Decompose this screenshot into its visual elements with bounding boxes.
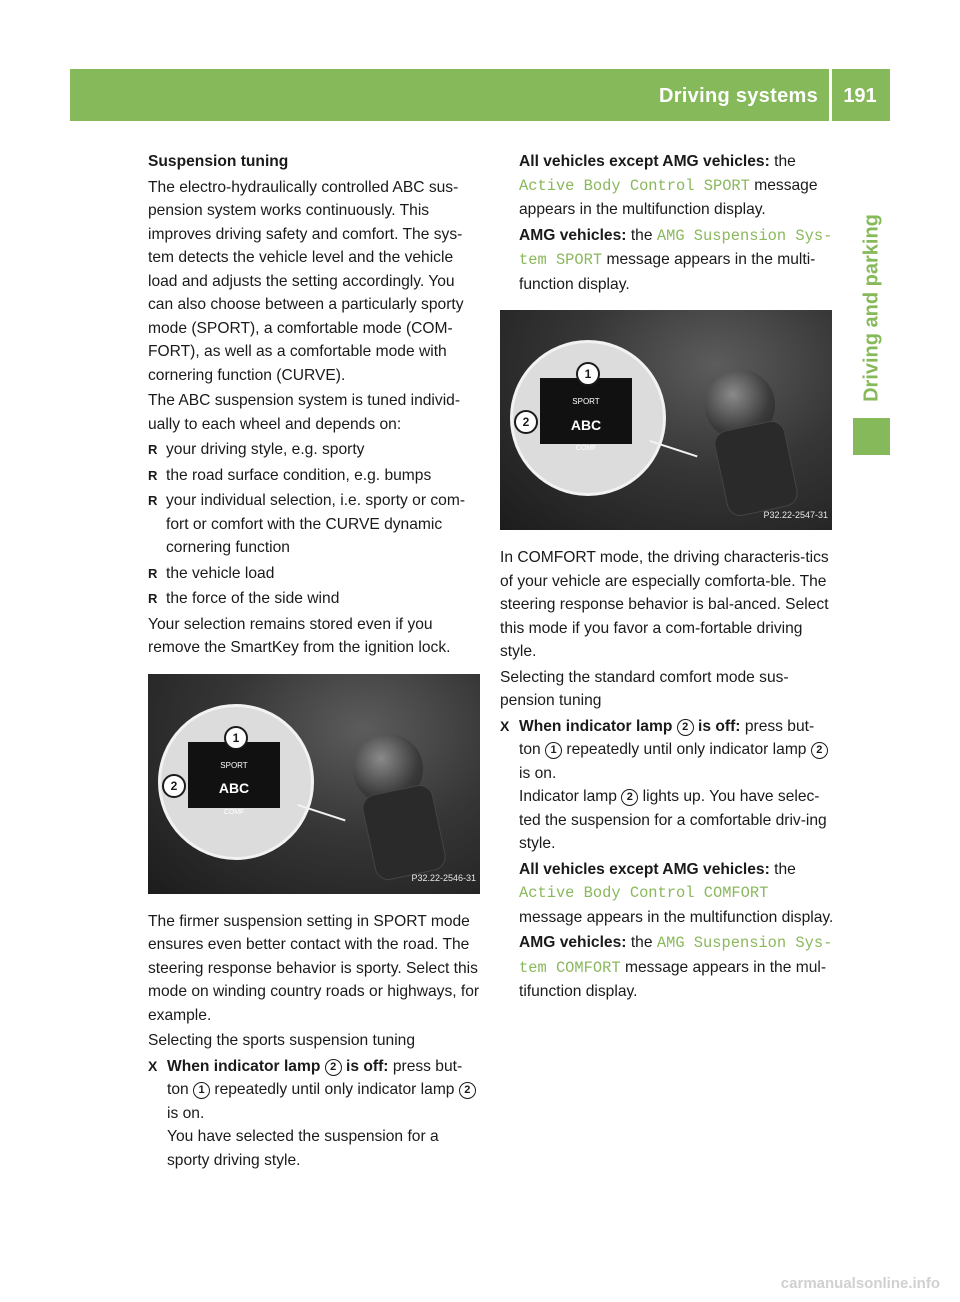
intro-paragraph: The electro-hydraulically controlled ABC sus-pension system works continuously. This improves driving safety and comfort. The sys-tem detects the vehicle level and the vehicle load and adjusts the setting accordingly. You can also choose between a particularly sporty mode (SPORT), a comfortable mode (COM-FORT), as well as a comfortable mode with cornering function (CURVE). xyxy=(148,178,464,384)
page-number: 191 xyxy=(843,85,877,107)
figure-code: P32.22-2546-31 xyxy=(411,873,476,883)
list-item: R the vehicle load xyxy=(148,564,275,582)
number-2-icon: 2 xyxy=(325,1059,342,1076)
display-message: AMG Suspension Sys‐tem SPORT xyxy=(519,226,833,269)
callout-1: 1 xyxy=(224,726,248,750)
console-photo-comfort xyxy=(500,310,832,530)
number-1-icon: 1 xyxy=(193,1082,210,1099)
left-column xyxy=(148,150,482,1174)
step-result: You have selected the suspension for a sporty driving style. xyxy=(167,1128,439,1169)
chapter-tab-marker xyxy=(853,418,890,455)
message-note: All vehicles except AMG vehicles: the Active Body Control COMFORT message appears in the multifunction display. xyxy=(519,860,834,926)
list-item: R the road surface condition, e.g. bumps xyxy=(148,466,432,484)
depends-paragraph: The ABC suspension system is tuned individ-ually to each wheel and depends on: xyxy=(148,392,461,433)
right-column xyxy=(500,150,835,1006)
section-heading: Suspension tuning xyxy=(148,153,289,170)
sport-select-title: Selecting the sports suspension tuning xyxy=(148,1032,415,1049)
section-title: Driving systems xyxy=(658,85,818,107)
message-note: All vehicles except AMG vehicles: the Active Body Control SPORT message appears in the multifunction display. xyxy=(519,153,818,218)
sport-description: The firmer suspension setting in SPORT mode ensures even better contact with the road. The steering response behavior is sporty. Select this mode on winding country roads or highways, for example. xyxy=(148,912,480,1024)
display-message: AMG Suspension Sys‐tem COMFORT xyxy=(519,934,833,977)
console-photo-sport xyxy=(148,674,480,894)
list-item: R your driving style, e.g. sporty xyxy=(148,441,365,458)
list-item: R your individual selection, i.e. sporty or com-fort or comfort with the CURVE dynamic cornering function xyxy=(148,492,466,556)
number-2-icon: 2 xyxy=(621,789,638,806)
comfort-description: In COMFORT mode, the driving characteris-tics of your vehicle are especially comforta-ble. The steering response behavior is bal-anced. Select this mode if you favor a com-fortable driving style. xyxy=(500,549,829,660)
chapter-tab-label: Driving and parking xyxy=(860,214,882,402)
callout-2: 2 xyxy=(162,774,186,798)
number-2-icon: 2 xyxy=(811,742,828,759)
display-message: Active Body Control COMFORT xyxy=(519,884,769,902)
instruction-step: X When indicator lamp 2 is off: press but-ton 1 repeatedly until only indicator lamp 2 is on. Indicator lamp 2 lights up. You have selec-ted the suspension for a comfortable driv-ing style. xyxy=(500,715,835,856)
number-2-icon: 2 xyxy=(677,719,694,736)
callout-1: 1 xyxy=(576,362,600,386)
stored-paragraph: Your selection remains stored even if you remove the SmartKey from the ignition lock. xyxy=(148,615,451,656)
comfort-select-title: Selecting the standard comfort mode sus-pension tuning xyxy=(500,668,789,709)
instruction-step: X When indicator lamp 2 is off: press but-ton 1 repeatedly until only indicator lamp 2 is on. You have selected the suspension for a sporty driving style. xyxy=(148,1055,482,1173)
message-note-amg: AMG vehicles: the AMG Suspension Sys‐tem COMFORT message appears in the mul-tifunction display. xyxy=(519,934,833,1000)
step-arrow-icon: X xyxy=(500,717,510,734)
list-item: R the force of the side wind xyxy=(148,590,340,607)
header-divider xyxy=(829,69,832,121)
chapter-tab xyxy=(853,214,890,402)
step-arrow-icon: X xyxy=(148,1057,158,1074)
watermark: carmanualsonline.info xyxy=(780,1275,940,1292)
number-2-icon: 2 xyxy=(459,1082,476,1099)
figure-code: P32.22-2547-31 xyxy=(763,509,828,520)
callout-2: 2 xyxy=(514,410,538,434)
display-message: Active Body Control SPORT xyxy=(519,176,750,195)
abc-button-closeup: SPORT ABC COMF xyxy=(188,742,280,808)
abc-button-closeup: SPORT ABC COMF xyxy=(540,378,632,444)
message-note-amg: AMG vehicles: the AMG Suspension Sys‐tem SPORT message appears in the multi-function display. xyxy=(519,226,833,293)
number-1-icon: 1 xyxy=(545,742,562,759)
